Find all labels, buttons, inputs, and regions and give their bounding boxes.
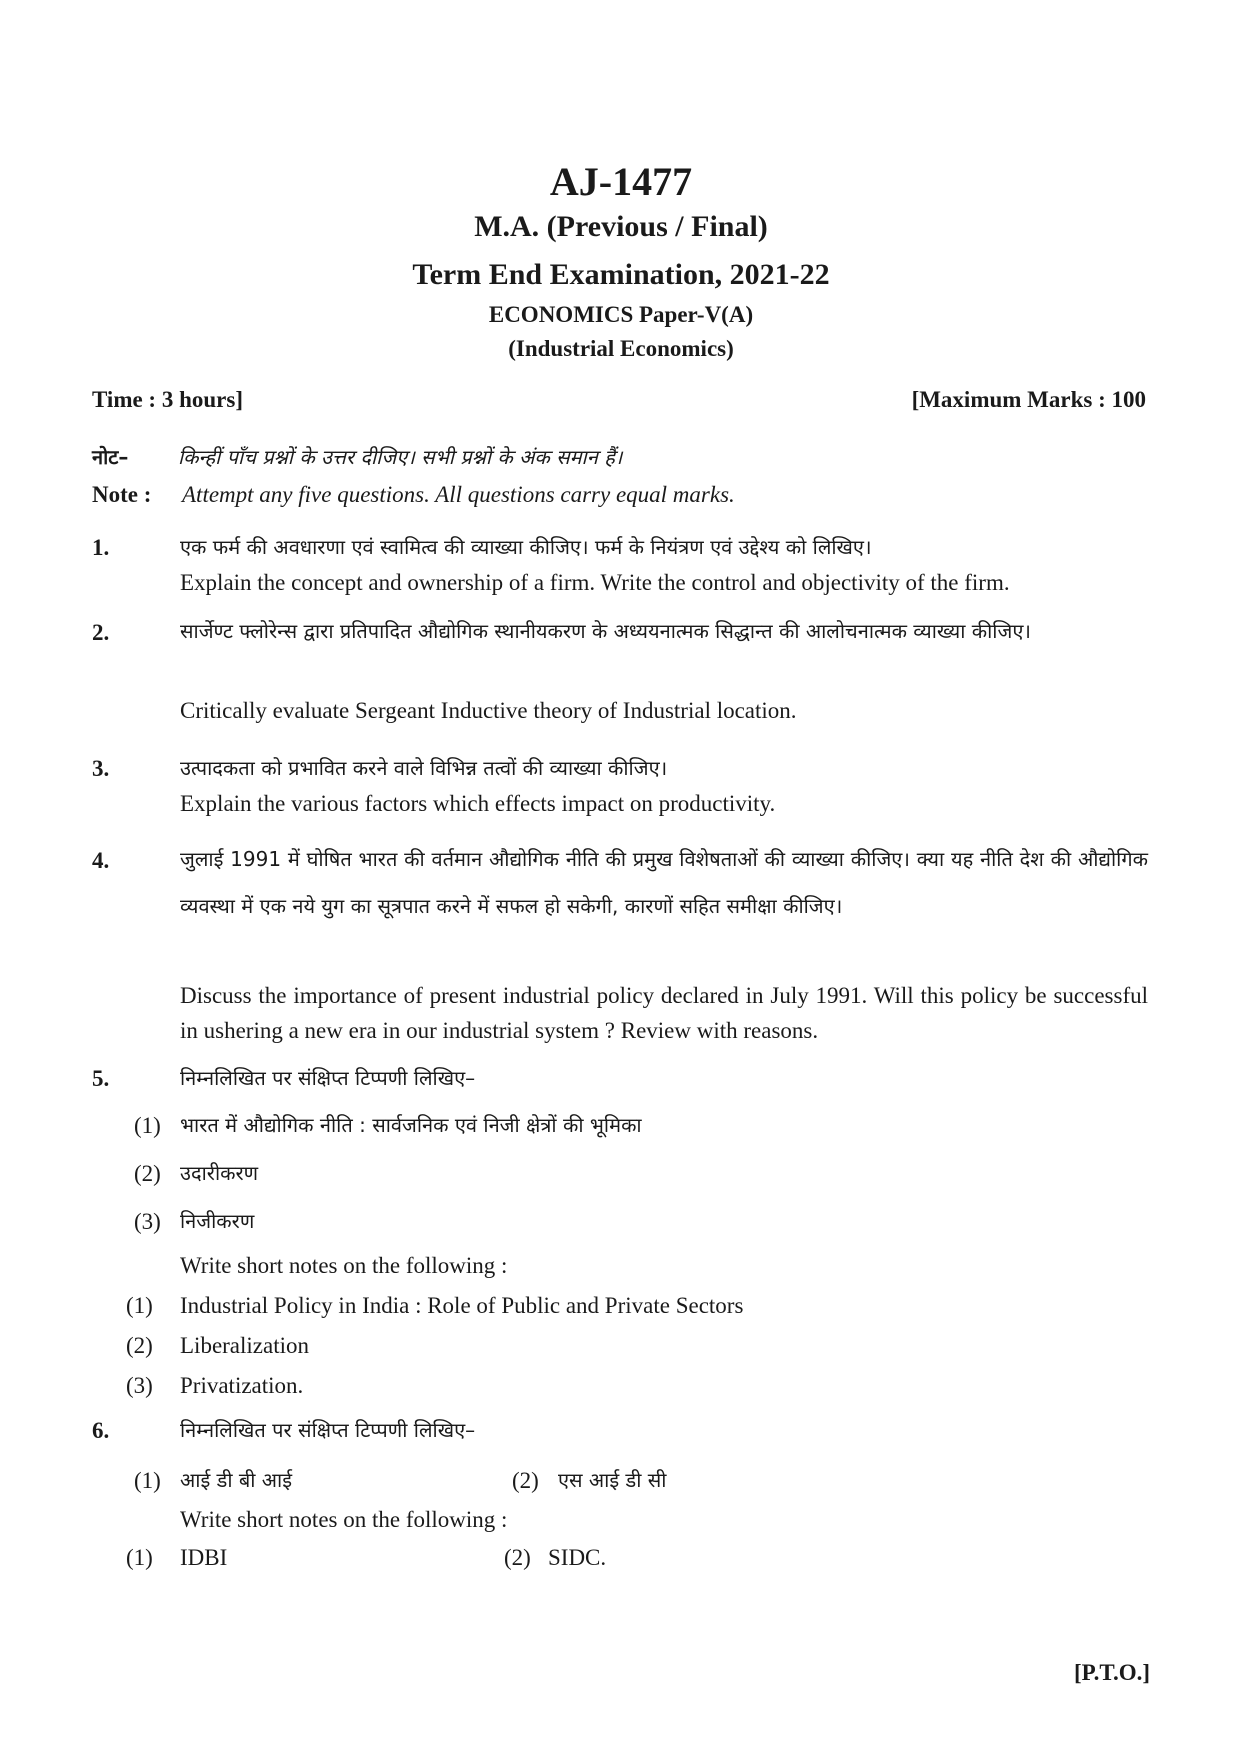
time-allowed: Time : 3 hours] [92, 387, 243, 412]
q5-hindi-item-3: निजीकरण [180, 1209, 255, 1233]
q6-english-item-1-number: (1) [126, 1545, 153, 1570]
q5-hindi-item-2: उदारीकरण [180, 1161, 259, 1185]
note-text-hindi: किन्हीं पाँच प्रश्नों के उत्तर दीजिए। सभी प्रश्नों के अंक समान हैं। [178, 445, 623, 469]
question-2-hindi: सार्जेण्ट फ्लोरेन्स द्वारा प्रतिपादित औद्योगिक स्थानीयकरण के अध्ययनात्मक सिद्धान्त की आलोचनात्मक व्याख्या कीजिए। [180, 619, 1031, 643]
note-text-english: Attempt any five questions. All questions carry equal marks. [182, 482, 735, 507]
q6-hindi-item-2-number: (2) [512, 1468, 539, 1493]
exam-title: Term End Examination, 2021-22 [412, 258, 830, 291]
note-label-english: Note : [92, 482, 152, 507]
q6-english-item-2: SIDC. [548, 1545, 607, 1570]
question-6-hindi: निम्नलिखित पर संक्षिप्त टिप्पणी लिखिए– [180, 1418, 476, 1442]
q6-hindi-item-2: एस आई डी सी [558, 1468, 667, 1492]
question-1-english: Explain the concept and ownership of a firm. Write the control and objectivity of the firm. [180, 570, 1010, 595]
note-label-hindi: नोट– [92, 445, 129, 469]
question-5-english: Write short notes on the following : [180, 1253, 508, 1278]
question-2-english: Critically evaluate Sergeant Inductive theory of Industrial location. [180, 698, 797, 723]
question-2-number: 2. [92, 620, 110, 645]
question-1-hindi: एक फर्म की अवधारणा एवं स्वामित्व की व्याख्या कीजिए। फर्म के नियंत्रण एवं उद्देश्य को लिखिए। [180, 535, 872, 559]
q5-english-item-1: Industrial Policy in India : Role of Public and Private Sectors [180, 1293, 744, 1318]
q5-hindi-item-2-number: (2) [134, 1161, 161, 1186]
q6-english-item-1: IDBI [180, 1545, 228, 1570]
question-6-number: 6. [92, 1418, 110, 1443]
degree-title: M.A. (Previous / Final) [474, 210, 768, 243]
maximum-marks: [Maximum Marks : 100 [911, 387, 1146, 412]
question-4-number: 4. [92, 848, 110, 873]
paper-code: AJ-1477 [549, 159, 693, 204]
question-1-number: 1. [92, 535, 110, 560]
paper-title: ECONOMICS Paper-V(A) [488, 302, 754, 327]
q5-english-item-1-number: (1) [126, 1293, 153, 1318]
please-turn-over: [P.T.O.] [1073, 1660, 1150, 1685]
question-5-hindi: निम्नलिखित पर संक्षिप्त टिप्पणी लिखिए– [180, 1066, 476, 1090]
q5-hindi-item-1-number: (1) [134, 1113, 161, 1138]
question-3-english: Explain the various factors which effects impact on productivity. [180, 791, 776, 816]
q6-english-item-2-number: (2) [504, 1545, 531, 1570]
question-5-number: 5. [92, 1066, 110, 1091]
question-6-english: Write short notes on the following : [180, 1507, 508, 1532]
q5-english-item-3: Privatization. [180, 1373, 304, 1398]
question-4-hindi: जुलाई 1991 में घोषित भारत की वर्तमान औद्योगिक नीति की प्रमुख विशेषताओं की व्याख्या कीजिए। क्या यह नीति देश की औद्योगिक व्यवस्था में एक नये युग का सूत्रपात करने में सफल हो सकेगी, कारणों सहित समीक्षा कीजिए। [180, 847, 1148, 918]
question-4-english: Discuss the importance of present industrial policy declared in July 1991. Will this policy be successful in ushering a new era in our industrial system ? Review with reasons. [180, 983, 1148, 1043]
q5-english-item-2-number: (2) [126, 1333, 153, 1358]
question-3-number: 3. [92, 756, 110, 781]
q5-hindi-item-3-number: (3) [134, 1209, 161, 1234]
q5-english-item-2: Liberalization [180, 1333, 309, 1358]
q6-hindi-item-1-number: (1) [134, 1468, 161, 1493]
subject-title: (Industrial Economics) [508, 336, 734, 361]
q5-english-item-3-number: (3) [126, 1373, 153, 1398]
question-3-hindi: उत्पादकता को प्रभावित करने वाले विभिन्न तत्वों की व्याख्या कीजिए। [180, 756, 668, 780]
q6-hindi-item-1: आई डी बी आई [180, 1468, 293, 1492]
q5-hindi-item-1: भारत में औद्योगिक नीति : सार्वजनिक एवं निजी क्षेत्रों की भूमिका [180, 1113, 642, 1137]
